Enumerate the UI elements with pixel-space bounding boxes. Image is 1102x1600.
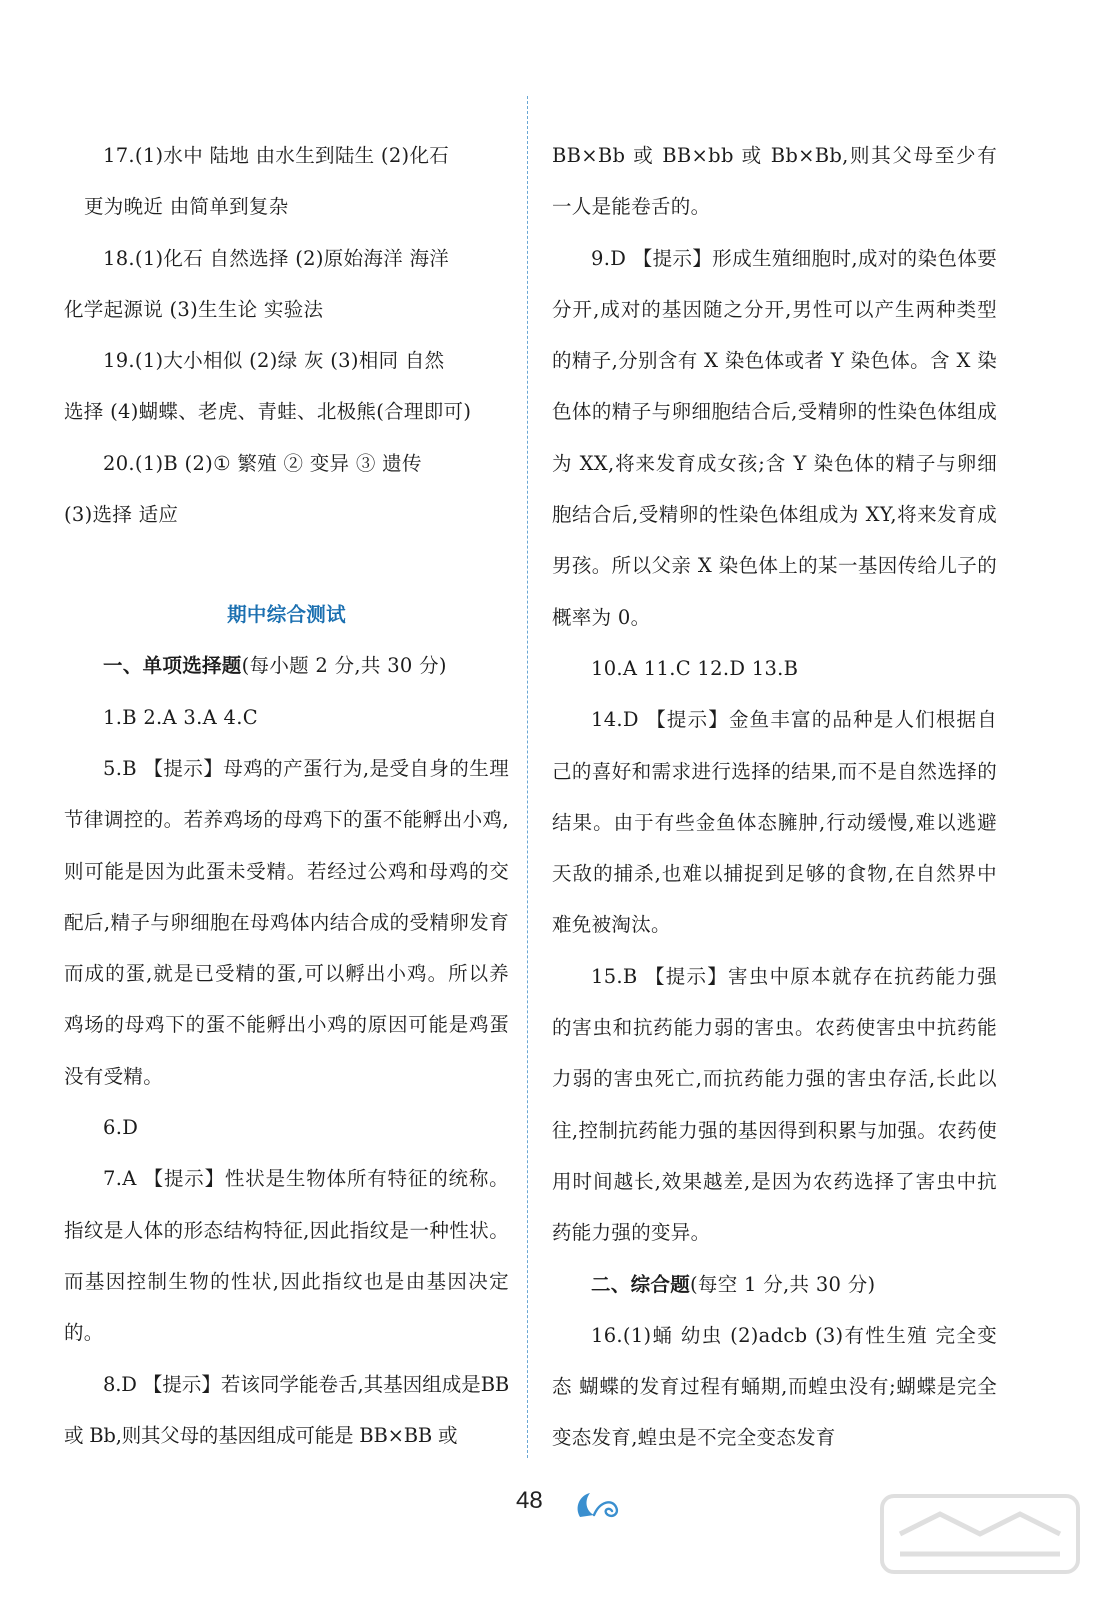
answer-8: 8.D 【提示】若该同学能卷舌,其基因组成是BB或 Bb,则其父母的基因组成可能是 BB×BB 或 xyxy=(64,1372,509,1447)
answer-7: 7.A 【提示】性状是生物体所有特征的统称。指纹是人体的形态结构特征,因此指纹是一种性状。而基因控制生物的性状,因此指纹也是由基因决定的。 xyxy=(64,1167,509,1345)
answer-17-line-2: 更为晚近 由简单到复杂 xyxy=(84,195,289,219)
part2-heading: 二、综合题 xyxy=(591,1272,691,1296)
answer-15: 15.B 【提示】害虫中原本就存在抗药能力强的害虫和抗药能力弱的害虫。农药使害虫中抗药能力弱的害虫死亡,而抗药能力强的害虫存活,长此以往,控制抗药能力强的基因得到积累与加强。农药使用时间越长,效果越差,是因为农药选择了害虫中抗药能力强的变异。 xyxy=(552,964,997,1245)
answer-8-continued: BB×Bb 或 BB×bb 或 Bb×Bb,则其父母至少有一人是能卷舌的。 xyxy=(552,144,997,219)
part1-note: (每小题 2 分,共 30 分) xyxy=(241,654,447,678)
page-number: 48 xyxy=(516,1487,543,1514)
section-title: 期中综合测试 xyxy=(227,603,346,627)
part2-note: (每空 1 分,共 30 分) xyxy=(690,1272,876,1296)
right-column xyxy=(552,130,997,1464)
watermark-logo xyxy=(880,1494,1080,1574)
part1-heading-line xyxy=(64,640,509,691)
answer-20-line-1: 20.(1)B (2)① 繁殖 ② 变异 ③ 遗传 xyxy=(103,451,422,475)
answers-10-13: 10.A 11.C 12.D 13.B xyxy=(591,656,799,680)
answer-19-line-1: 19.(1)大小相似 (2)绿 灰 (3)相同 自然 xyxy=(103,349,445,373)
answer-17-line-1: 17.(1)水中 陆地 由水生到陆生 (2)化石 xyxy=(103,144,450,167)
answer-5: 5.B 【提示】母鸡的产蛋行为,是受自身的生理节律调控的。若养鸡场的母鸡下的蛋不能孵出小鸡,则可能是因为此蛋未受精。若经过公鸡和母鸡的交配后,精子与卵细胞在母鸡体内结合成的受精卵发育而成的蛋,就是已受精的蛋,可以孵出小鸡。所以养鸡场的母鸡下的蛋不能孵出小鸡的原因可能是鸡蛋没有受精。 xyxy=(64,756,509,1088)
answer-19-line-2: 选择 (4)蝴蝶、老虎、青蛙、北极熊(合理即可) xyxy=(64,400,472,424)
answers-1-4: 1.B 2.A 3.A 4.C xyxy=(103,705,258,729)
swirl-logo-icon xyxy=(570,1489,634,1523)
part1-heading: 一、单项选择题 xyxy=(103,654,242,678)
answer-16: 16.(1)蛹 幼虫 (2)adcb (3)有性生殖 完全变态 蝴蝶的发育过程有蛹期,而蝗虫没有;蝴蝶是完全变态发育,蝗虫是不完全变态发育 xyxy=(552,1323,997,1450)
left-column xyxy=(64,130,509,1461)
answer-18-line-1: 18.(1)化石 自然选择 (2)原始海洋 海洋 xyxy=(103,246,450,270)
answer-14: 14.D 【提示】金鱼丰富的品种是人们根据自己的喜好和需求进行选择的结果,而不是自然选择的结果。由于有些金鱼体态臃肿,行动缓慢,难以逃避天敌的捕杀,也难以捕捉到足够的食物,在自然界中难免被淘汰。 xyxy=(552,708,997,937)
answer-18-line-2: 化学起源说 (3)生生论 实验法 xyxy=(64,297,324,321)
answer-9: 9.D 【提示】形成生殖细胞时,成对的染色体要分开,成对的基因随之分开,男性可以产生两种类型的精子,分别含有 X 染色体或者 Y 染色体。含 X 染色体的精子与卵细胞结合后,受精卵的性染色体组成为 XX,将来发育成女孩;含 Y 染色体的精子与卵细胞结合后,受精卵的性染色体组成为 XY,将来发育成男孩。所以父亲 X 染色体上的某一基因传给儿子的概率为 0。 xyxy=(552,246,997,629)
answer-20-line-2: (3)选择 适应 xyxy=(64,503,179,527)
answer-6: 6.D xyxy=(103,1116,139,1140)
column-divider xyxy=(527,96,528,1458)
part2-heading-line xyxy=(552,1259,997,1310)
